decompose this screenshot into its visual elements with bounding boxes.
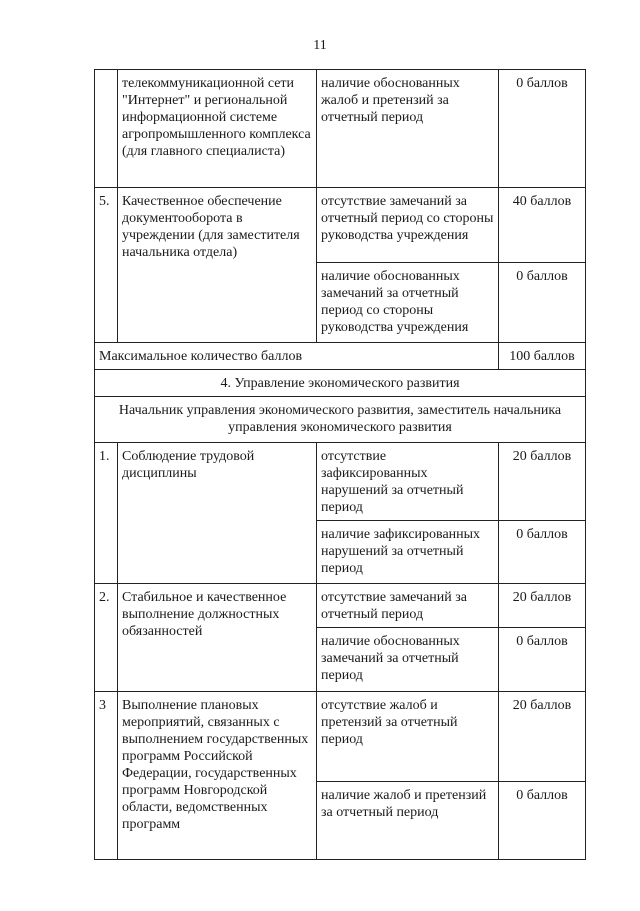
row-number	[95, 70, 118, 188]
criterion-cell: Стабильное и качественное выполнение должностных обязанностей	[118, 584, 317, 692]
max-points-label: Максимальное количество баллов	[95, 343, 499, 370]
section-title: 4. Управление экономического развития	[95, 370, 586, 397]
table-row	[95, 443, 586, 521]
points-cell: 40 баллов	[499, 188, 586, 263]
page-number: 11	[313, 38, 327, 53]
points-cell: 0 баллов	[499, 521, 586, 584]
criterion-cell: телекоммуникационной сети "Интернет" и региональной информационной системе агропромышленного комплекса (для главного специалиста)	[118, 70, 317, 188]
points-cell: 20 баллов	[499, 584, 586, 628]
criterion-cell: Качественное обеспечение документооборота в учреждении (для заместителя начальника отдела)	[118, 188, 317, 343]
table-row	[95, 692, 586, 782]
row-number: 2.	[95, 584, 118, 692]
criterion-cell: Выполнение плановых мероприятий, связанных с выполнением государственных программ Российской Федерации, государственных программ Новгородской области, ведомственных программ	[118, 692, 317, 860]
indicator-cell: наличие обоснованных замечаний за отчетный период со стороны руководства учреждения	[317, 263, 499, 343]
evaluation-criteria-table	[94, 69, 586, 860]
points-cell: 20 баллов	[499, 443, 586, 521]
points-cell: 0 баллов	[499, 782, 586, 860]
indicator-cell: наличие зафиксированных нарушений за отчетный период	[317, 521, 499, 584]
indicator-cell: наличие жалоб и претензий за отчетный период	[317, 782, 499, 860]
points-cell: 20 баллов	[499, 692, 586, 782]
subsection-title: Начальник управления экономического развития, заместитель начальника управления экономического развития	[95, 397, 586, 443]
indicator-cell: наличие обоснованных жалоб и претензий за отчетный период	[317, 70, 499, 188]
indicator-cell: отсутствие жалоб и претензий за отчетный период	[317, 692, 499, 782]
points-cell: 0 баллов	[499, 628, 586, 692]
row-number: 5.	[95, 188, 118, 343]
section-title-row	[95, 370, 586, 397]
points-cell: 0 баллов	[499, 70, 586, 188]
indicator-cell: наличие обоснованных замечаний за отчетный период	[317, 628, 499, 692]
row-number: 1.	[95, 443, 118, 584]
indicator-cell: отсутствие замечаний за отчетный период	[317, 584, 499, 628]
criterion-cell: Соблюдение трудовой дисциплины	[118, 443, 317, 584]
subsection-title-row	[95, 397, 586, 443]
row-number: 3	[95, 692, 118, 860]
max-points-value: 100 баллов	[499, 343, 586, 370]
table-row	[95, 584, 586, 628]
table-row	[95, 70, 586, 188]
table-row	[95, 188, 586, 263]
max-points-row	[95, 343, 586, 370]
points-cell: 0 баллов	[499, 263, 586, 343]
indicator-cell: отсутствие замечаний за отчетный период со стороны руководства учреждения	[317, 188, 499, 263]
indicator-cell: отсутствие зафиксированных нарушений за отчетный период	[317, 443, 499, 521]
